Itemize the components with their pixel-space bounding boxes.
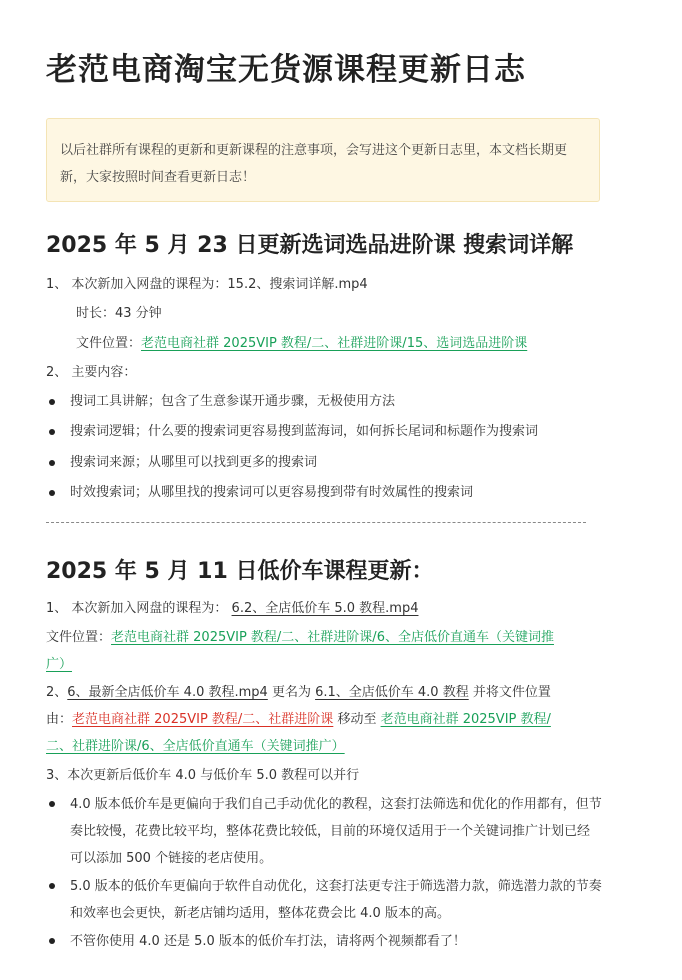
item2-rename-text: 更名为 [267,685,316,700]
section2-bullet: 不管你使用 4.0 还是 5.0 版本的低价车打法，请将两个视频都看了！ [70,934,466,949]
item2-from-link[interactable]: 老范电商社群 2025VIP 教程/二、社群进阶课 [72,712,334,727]
bullet-dot [49,938,55,944]
section1-item2: 2、 主要内容： [46,365,137,380]
notice-text: 以后社群所有课程的更新和更新课程的注意事项，会写进这个更新日志里，本文档长期更新，大家按照时间查看更新日志！ [60,143,568,185]
section1-bullet: 搜索词来源；从哪里可以找到更多的搜索词 [70,455,318,470]
section1-item1: 1、 本次新加入网盘的课程为：15.2、搜索词详解.mp4 [46,277,368,292]
item2-move-text: 并将文件位置 [468,685,551,700]
section2-item1 [46,600,418,618]
location-label: 文件位置： [76,336,142,351]
item2-new-file: 6.1、全店低价车 4.0 教程 [315,685,469,700]
section1-heading: 2025 年 5 月 23 日更新选词选品进阶课 搜索词详解 [46,233,574,258]
section2-location [46,624,602,678]
bullet-dot [49,399,55,405]
section1-location-link[interactable]: 老范电商社群 2025VIP 教程/二、社群进阶课/15、选词选品进阶课 [141,336,528,351]
section2-heading: 2025 年 5 月 11 日低价车课程更新： [46,559,434,584]
dashed-divider [46,522,586,523]
section1-duration: 时长：43 分钟 [76,306,162,321]
item2-to-label: 移动至 [333,712,381,727]
section2-bullet: 5.0 版本的低价车更偏向于软件自动优化，这套打法更专注于筛选潜力款，筛选潜力款的节奏和效率也会更快，新老店铺均适用，整体花费会比 4.0 版本的高。 [70,879,602,921]
section2-item3: 3、本次更新后低价车 4.0 与低价车 5.0 教程可以并行 [46,768,360,783]
bullet-dot [49,801,55,807]
item2-from-label: 由： [46,712,73,727]
item2-old-file: 6、最新全店低价车 4.0 教程.mp4 [67,685,268,700]
bullet-dot [49,490,55,496]
section2-bullet: 4.0 版本低价车是更偏向于我们自己手动优化的教程，这套打法筛选和优化的作用都有，但节奏比较慢，花费比较平均，整体花费比较低，目前的环境仅适用于一个关键词推广计划已经可以添加 500 个链接的老店使用。 [70,797,602,866]
item2-to-link-cont[interactable]: 二、社群进阶课/6、全店低价直通车（关键词推广） [46,739,345,754]
page-title: 老范电商淘宝无货源课程更新日志 [46,52,526,88]
section1-bullet: 时效搜索词；从哪里找的搜索词可以更容易搜到带有时效属性的搜索词 [70,485,474,500]
section2-item1-file: 6.2、全店低价车 5.0 教程.mp4 [231,601,419,616]
location-label: 文件位置： [46,630,112,645]
bullet-dot [49,460,55,466]
notice-box [46,118,600,202]
section1-bullet: 搜词工具讲解；包含了生意参谋开通步骤，无极使用方法 [70,394,396,409]
item1-prefix: 1、 本次新加入网盘的课程为： [46,601,228,616]
bullet-dot [49,883,55,889]
section1-bullet: 搜索词逻辑；什么要的搜索词更容易搜到蓝海词，如何拆长尾词和标题作为搜索词 [70,424,539,439]
bullet-dot [49,429,55,435]
item2-num: 2、 [46,685,68,700]
section2-location-link[interactable]: 老范电商社群 2025VIP 教程/二、社群进阶课/6、全店低价直通车（关键词推 [111,630,554,645]
section2-location-link-cont[interactable]: 广） [46,657,73,672]
section2-item2 [46,679,602,760]
item2-to-link[interactable]: 老范电商社群 2025VIP 教程/ [380,712,551,727]
section1-location [76,335,527,353]
